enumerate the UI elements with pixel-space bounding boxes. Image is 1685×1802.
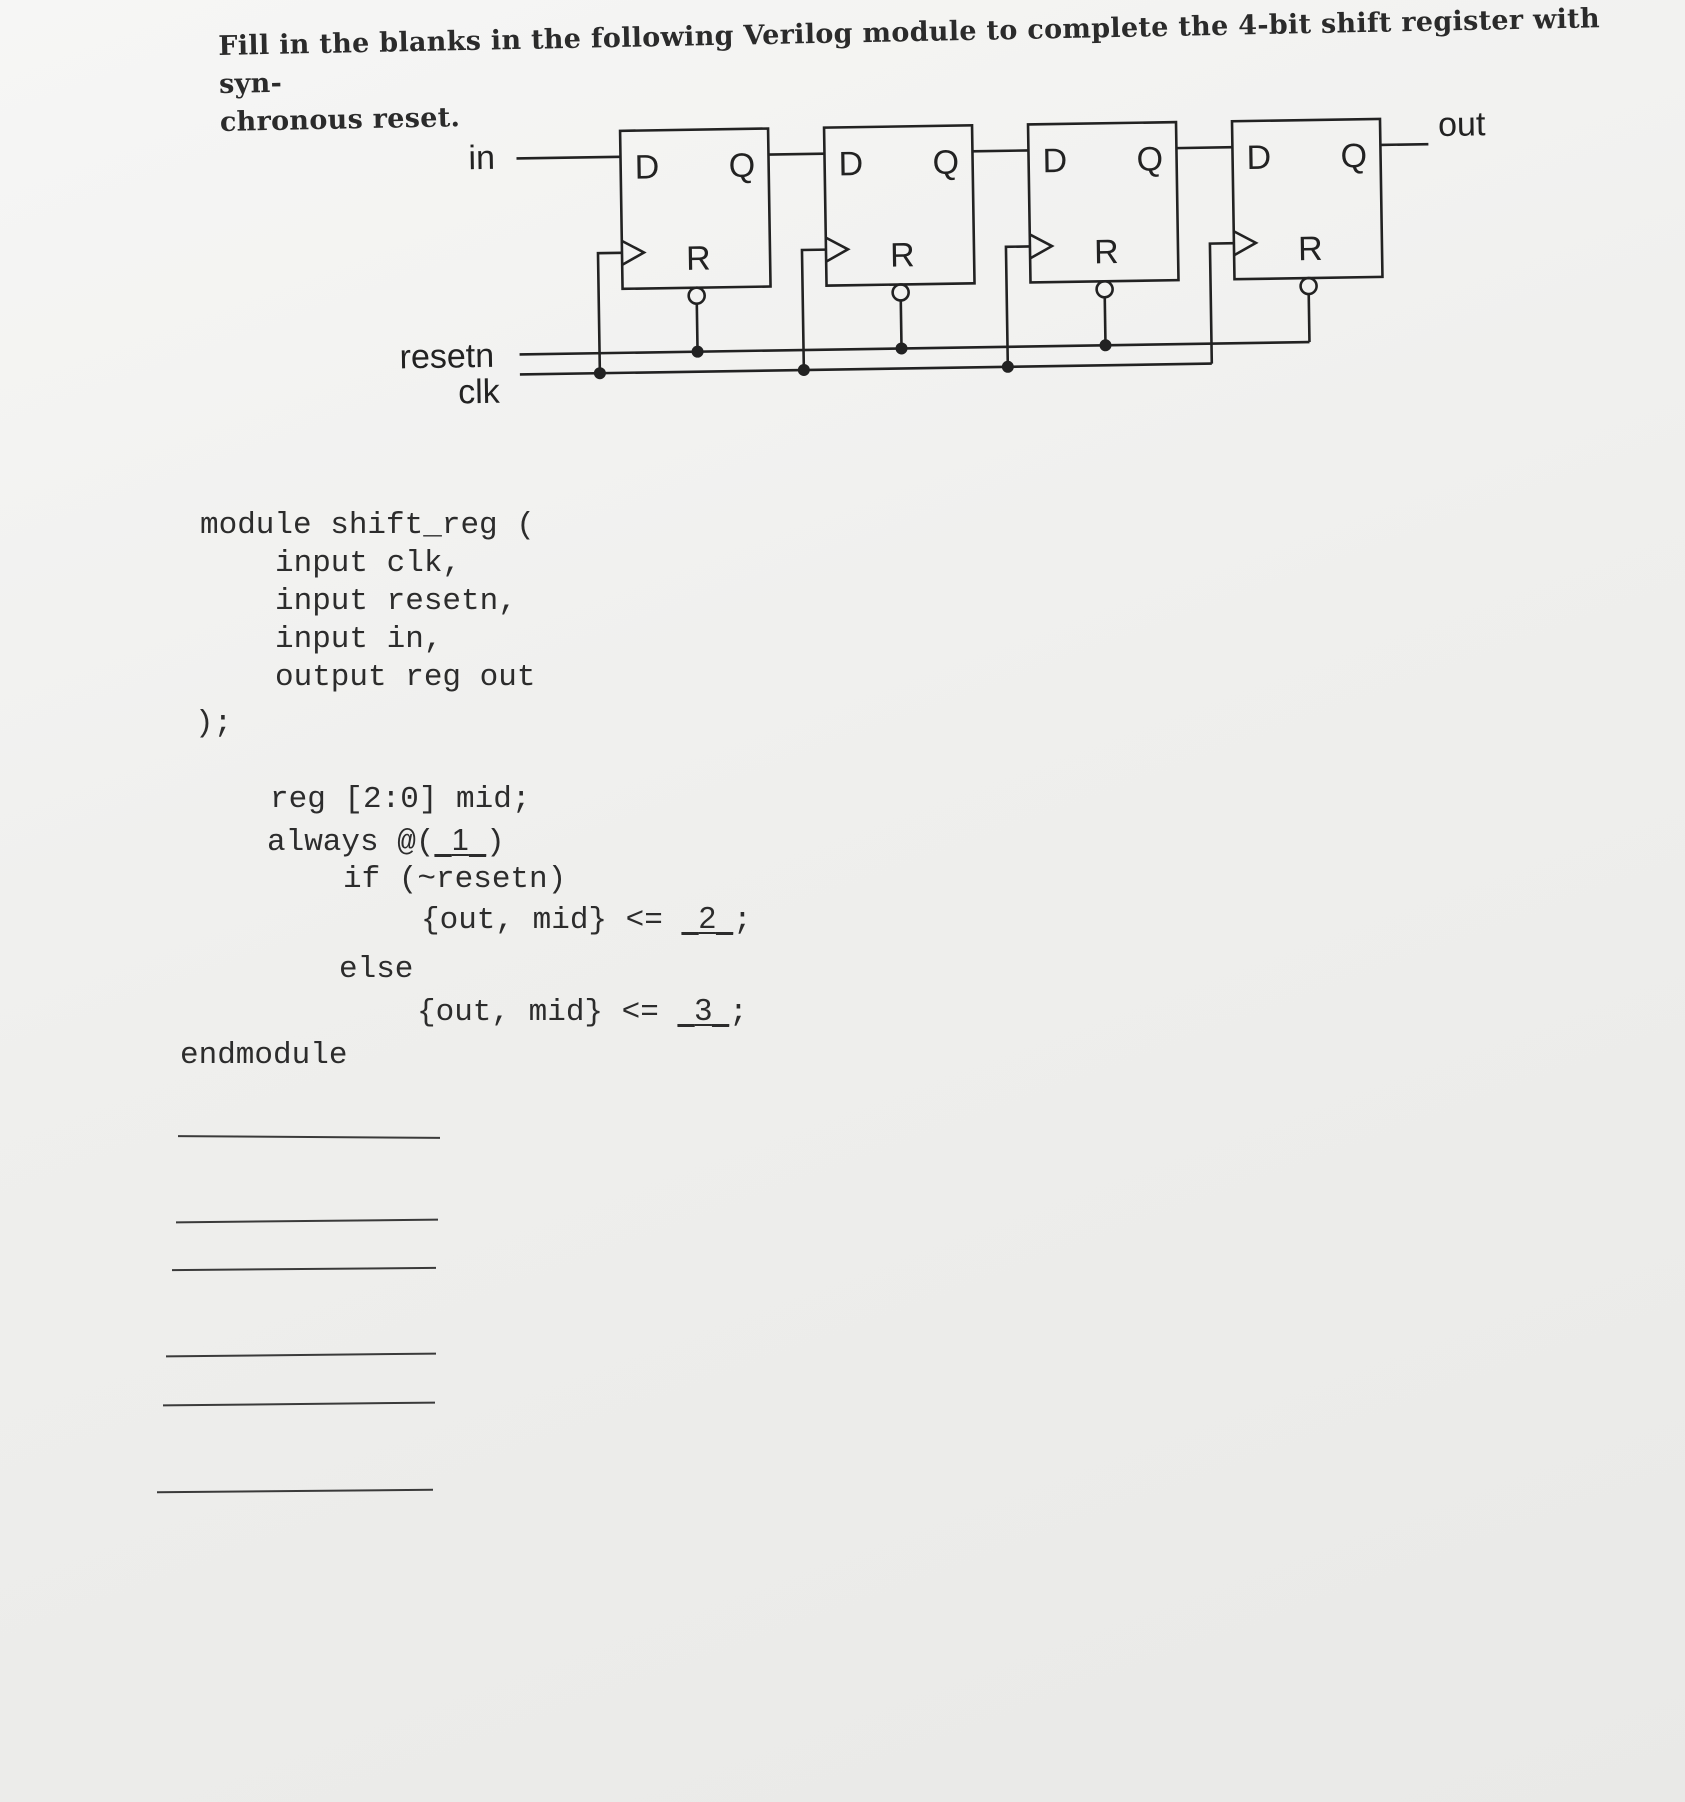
reset-feed-2 xyxy=(901,300,902,348)
blank-1: 1 xyxy=(451,822,469,857)
answer-line-3[interactable] xyxy=(172,1267,436,1271)
code-else-line: else xyxy=(339,952,414,987)
code-always-line xyxy=(267,822,505,860)
code-module-line: module shift_reg ( xyxy=(200,508,535,543)
semicolon-2: ; xyxy=(729,995,748,1030)
code-close-ports: ); xyxy=(195,706,233,741)
ff1-d-label: D xyxy=(634,148,660,187)
reset-bubble-1 xyxy=(689,288,705,304)
clock-triangle-1 xyxy=(622,240,644,264)
code-port-out: output reg out xyxy=(275,660,536,695)
label-clk: clk xyxy=(457,372,501,412)
assign-lhs-2: {out, mid} <= xyxy=(417,995,678,1030)
reset-bubble-4 xyxy=(1300,278,1316,294)
answer-line-6[interactable] xyxy=(157,1489,433,1493)
ff3-r-label: R xyxy=(1093,233,1119,272)
code-endmodule: endmodule xyxy=(180,1038,348,1073)
reset-bubble-2 xyxy=(893,284,909,300)
reset-junction-1 xyxy=(691,346,703,358)
clk-bus xyxy=(520,364,1212,375)
clk-junction-2 xyxy=(798,364,810,376)
assign-lhs-1: {out, mid} <= xyxy=(421,903,682,938)
reset-bubble-3 xyxy=(1096,281,1112,297)
clk-feed-3 xyxy=(1006,246,1032,366)
ff3-d-label: D xyxy=(1042,141,1068,181)
ff1-r-label: R xyxy=(685,239,711,278)
semicolon-1: ; xyxy=(733,903,752,938)
reset-feed-3 xyxy=(1105,297,1106,345)
ff4-d-label: D xyxy=(1246,138,1272,178)
ff4-r-label: R xyxy=(1297,229,1323,269)
answer-line-1[interactable] xyxy=(178,1135,440,1139)
reset-feed-1 xyxy=(697,304,698,352)
clock-triangle-4 xyxy=(1234,231,1256,255)
code-assign-shift xyxy=(417,992,748,1030)
ff3-q-label: Q xyxy=(1136,140,1164,179)
code-assign-reset xyxy=(421,900,752,938)
code-port-in: input in, xyxy=(275,622,443,657)
prompt-line-1: Fill in the blanks in the following Verilog module to complete the 4-bit shift register with syn- xyxy=(218,3,1601,100)
reset-junction-3 xyxy=(1099,339,1111,351)
blank-3: 3 xyxy=(694,992,712,1027)
always-suffix: ) xyxy=(486,825,505,860)
clk-feed-2 xyxy=(802,250,828,370)
circuit-svg xyxy=(360,86,1500,416)
clk-junction-1 xyxy=(594,367,606,379)
prompt-line-2: chronous reset. xyxy=(219,102,461,138)
clock-triangle-2 xyxy=(826,237,848,261)
ff1-q-label: Q xyxy=(728,146,756,186)
reset-feed-4 xyxy=(1309,294,1310,342)
clk-junction-3 xyxy=(1002,361,1014,373)
wire-q3-d4 xyxy=(1176,147,1232,148)
label-resetn: resetn xyxy=(399,336,495,377)
blank-2: 2 xyxy=(698,900,716,935)
ff2-d-label: D xyxy=(838,145,864,184)
label-out: out xyxy=(1437,105,1486,145)
clk-feed-1 xyxy=(598,253,624,373)
wire-q1-d2 xyxy=(768,154,824,155)
answer-line-2[interactable] xyxy=(176,1219,438,1224)
code-if-line: if (~resetn) xyxy=(343,862,567,897)
always-prefix: always @( xyxy=(267,825,435,860)
resetn-bus xyxy=(520,342,1310,354)
wire-out xyxy=(1380,144,1428,145)
ff2-r-label: R xyxy=(889,236,915,275)
code-reg-decl: reg [2:0] mid; xyxy=(270,782,531,817)
label-in: in xyxy=(468,138,496,178)
wire-in xyxy=(516,157,620,159)
code-port-resetn: input resetn, xyxy=(275,584,517,619)
ff4-q-label: Q xyxy=(1340,137,1368,176)
reset-junction-2 xyxy=(895,342,907,354)
ff2-q-label: Q xyxy=(932,143,960,182)
code-port-clk: input clk, xyxy=(275,546,462,581)
answer-line-4[interactable] xyxy=(166,1353,436,1358)
answer-line-5[interactable] xyxy=(163,1402,435,1407)
wire-q2-d3 xyxy=(972,150,1028,151)
clk-feed-4 xyxy=(1210,243,1236,363)
shift-register-diagram xyxy=(360,86,1500,416)
clock-triangle-3 xyxy=(1030,234,1052,258)
